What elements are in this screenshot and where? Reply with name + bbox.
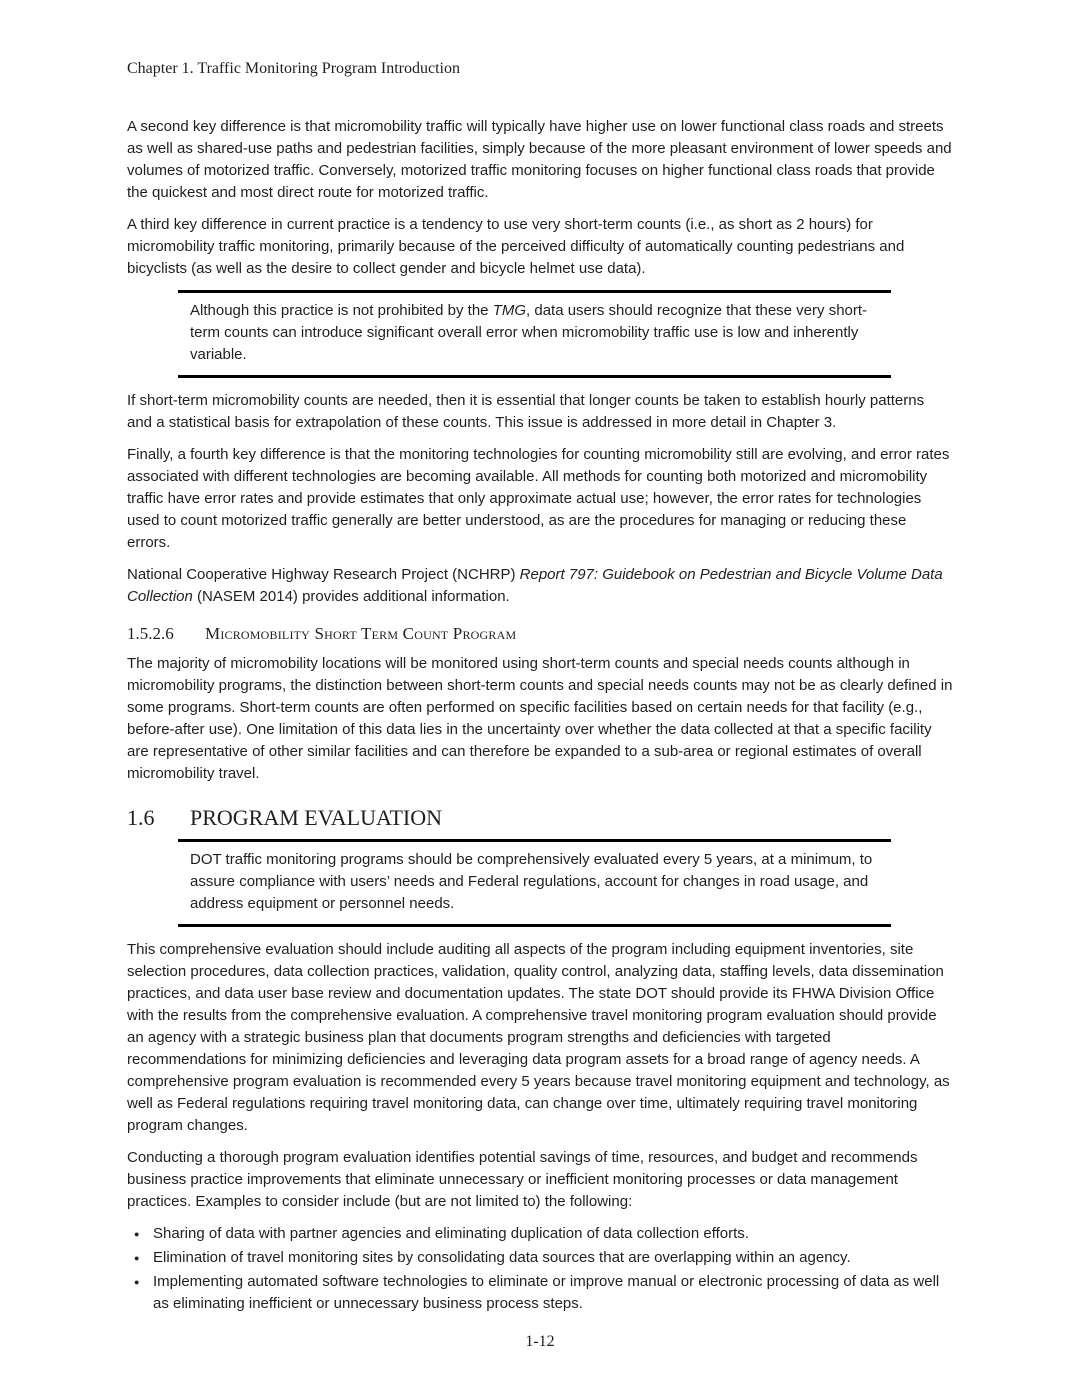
paragraph-comprehensive-evaluation: This comprehensive evaluation should include auditing all aspects of the program including equipment inventories, site selection procedures, data collection practices, validation, quality control, analyzing data, staffing levels, data dissemination practices, and data user base review and documentation updates. The state DOT should provide its FHWA Division Office with the results from the comprehensive evaluation. A comprehensive travel monitoring program evaluation should provide an agency with a strategic business plan that documents program strengths and deficiencies with targeted recommendations for minimizing deficiencies and leveraging data program assets for a broad range of agency needs. A comprehensive program evaluation is recommended every 5 years because travel monitoring equipment and technology, as well as Federal regulations requiring travel monitoring data, can change over time, ultimately requiring travel monitoring program changes. <box>127 941 950 1134</box>
nchrp-report-title-italic: Report 797: Guidebook on Pedestrian and Bicycle Volume Data Collection <box>127 566 943 605</box>
callout-tmg-note <box>178 290 891 378</box>
list-item: ● Sharing of data with partner agencies and eliminating duplication of data collection efforts. <box>127 1223 953 1245</box>
heading-title-micromobility: Micromobility Short Term Count Program <box>205 624 517 643</box>
paragraph-short-term-counts: If short-term micromobility counts are needed, then it is essential that longer counts be taken to establish hourly patterns and a statistical basis for extrapolation of these counts. This issue is addressed in more detail in Chapter 3. <box>127 392 925 431</box>
callout-dot-evaluation: DOT traffic monitoring programs should be comprehensively evaluated every 5 years, at a minimum, to assure compliance with users’ needs and Federal regulations, account for changes in road usage, and address equipment or personnel needs. <box>178 839 891 927</box>
heading-number-1-6: 1.6 <box>127 805 155 830</box>
paragraph-third-difference: A third key difference in current practice is a tendency to use very short-term counts (i.e., as short as 2 hours) for micromobility traffic monitoring, primarily because of the perceived difficulty of automatically counting pedestrians and bicyclists (as well as the desire to collect gender and bicycle helmet use data). <box>127 216 905 277</box>
paragraph-majority-locations: The majority of micromobility locations will be monitored using short-term counts and special needs counts although in micromobility programs, the distinction between short-term counts and special needs counts may not be as clearly defined in some programs. Short-term counts are often performed on specific facilities based on certain needs for that facility (e.g., before-after use). One limitation of this data lies in the uncertainty over whether the data collected at that a specific facility are representative of other similar facilities and can therefore be expanded to a sub-area or regional estimates of overall micromobility travel. <box>127 655 953 782</box>
heading-title-program-evaluation: PROGRAM EVALUATION <box>190 805 443 830</box>
callout-tmg-text-after: , data users should recognize that these very short-term counts can introduce significant overall error when micromobility traffic use is low and inherently variable. <box>190 302 868 363</box>
heading-micromobility-short-term-count-program <box>127 624 953 644</box>
page-number: 1-12 <box>525 1333 555 1350</box>
evaluation-examples-list <box>127 1223 953 1315</box>
callout-tmg-text-before: Although this practice is not prohibited by the <box>190 302 493 319</box>
paragraph-fourth-difference: Finally, a fourth key difference is that the monitoring technologies for counting micromobility still are evolving, and error rates associated with different technologies are becoming available. All methods for counting both motorized and micromobility traffic have error rates and provide estimates that only approximate actual use; however, the error rates for technologies used to count motorized traffic generally are better understood, as are the procedures for managing or reducing these errors. <box>127 446 950 551</box>
heading-program-evaluation <box>127 805 953 831</box>
nchrp-text-after: (NASEM 2014) provides additional information. <box>192 588 510 605</box>
paragraph-nchrp-reference <box>127 564 953 608</box>
paragraph-second-difference: A second key difference is that micromobility traffic will typically have higher use on lower functional class roads and streets as well as shared-use paths and pedestrian facilities, simply because of the more pleasant environment of lower speeds and volumes of motorized traffic. Conversely, motorized traffic monitoring focuses on higher functional class roads that provide the quickest and most direct route for motorized traffic. <box>127 118 952 201</box>
list-item: ● Elimination of travel monitoring sites by consolidating data sources that are overlapping within an agency. <box>127 1247 953 1269</box>
paragraph-conducting-evaluation: Conducting a thorough program evaluation identifies potential savings of time, resources, and budget and recommends business practice improvements that eliminate unnecessary or inefficient monitoring processes or data management practices. Examples to consider include (but are not limited to) the following: <box>127 1149 918 1210</box>
heading-number-1-5-2-6: 1.5.2.6 <box>127 624 174 643</box>
nchrp-text-before: National Cooperative Highway Research Project (NCHRP) <box>127 566 520 583</box>
running-header: Chapter 1. Traffic Monitoring Program Introduction <box>127 60 460 77</box>
list-item: ● Implementing automated software technologies to eliminate or improve manual or electronic processing of data as well as eliminating inefficient or unnecessary business process steps. <box>127 1271 953 1315</box>
callout-tmg-text-italic: TMG <box>492 302 527 319</box>
